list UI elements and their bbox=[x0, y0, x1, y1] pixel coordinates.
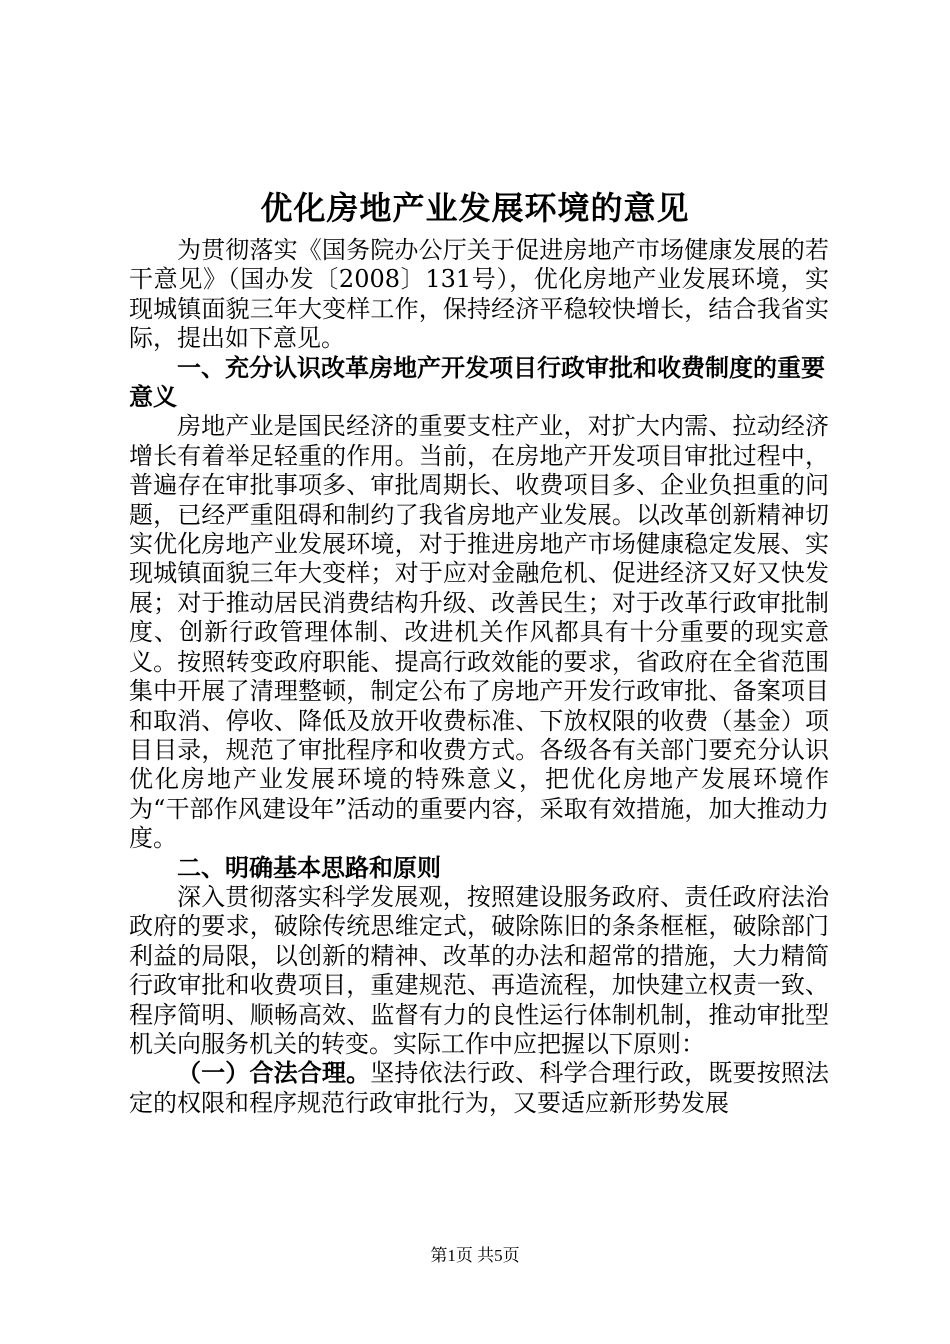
principle-1-lead: （一）合法合理。 bbox=[177, 1059, 371, 1088]
section-1-heading: 一、充分认识改革房地产开发项目行政审批和收费制度的重要意义 bbox=[129, 353, 825, 412]
page-footer: 第1页 共5页 bbox=[430, 1246, 520, 1265]
principle-1-text: 坚持依法行政、科学合理行政，既要按照法定的权限和程序规范行政审批行为，又要适应新形势发展 bbox=[129, 1059, 830, 1117]
section-1-paragraph: 房地产业是国民经济的重要支柱产业，对扩大内需、拉动经济增长有着举足轻重的作用。当前，在房地产开发项目审批过程中，普遍存在审批事项多、审批周期长、收费项目多、企业负担重的问题，已经严重阻碍和制约了我省房地产业发展。以改革创新精神切实优化房地产业发展环境，对于推进房地产市场健康稳定发展、实现城镇面貌三年大变样；对于应对金融危机、促进经济又好又快发展；对于推动居民消费结构升级、改善民生；对于改革行政审批制度、创新行政管理体制、改进机关作风都具有十分重要的现实意义。按照转变政府职能、提高行政效能的要求，省政府在全省范围集中开展了清理整顿，制定公布了房地产开发行政审批、备案项目和取消、停收、降低及放开收费标准、下放权限的收费（基金）项目目录，规范了审批程序和收费方式。各级各有关部门要充分认识优化房地产业发展环境的特殊意义，把优化房地产发展环境作为“干部作风建设年”活动的重要内容，采取有效措施，加大推动力度。 bbox=[129, 412, 829, 853]
section-2-paragraph: 深入贯彻落实科学发展观，按照建设服务政府、责任政府法治政府的要求，破除传统思维定式，破除陈旧的条条框框，破除部门利益的局限，以创新的精神、改革的办法和超常的措施，大力精简行政审批和收费项目，重建规范、再造流程，加快建立权责一致、程序简明、顺畅高效、监督有力的良性运行体制机制，推动审批型机关向服务机关的转变。实际工作中应把握以下原则： bbox=[129, 882, 829, 1058]
intro-paragraph: 为贯彻落实《国务院办公厅关于促进房地产市场健康发展的若干意见》（国办发〔2008〕131号），优化房地产业发展环境，实现城镇面貌三年大变样工作，保持经济平稳较快增长，结合我省实际，提出如下意见。 bbox=[129, 236, 829, 353]
principle-1-paragraph bbox=[129, 1059, 829, 1118]
section-2-heading: 二、明确基本思路和原则 bbox=[177, 853, 441, 882]
document-body bbox=[129, 236, 829, 1118]
document-title: 优化房地产业发展环境的意见 bbox=[260, 189, 690, 227]
